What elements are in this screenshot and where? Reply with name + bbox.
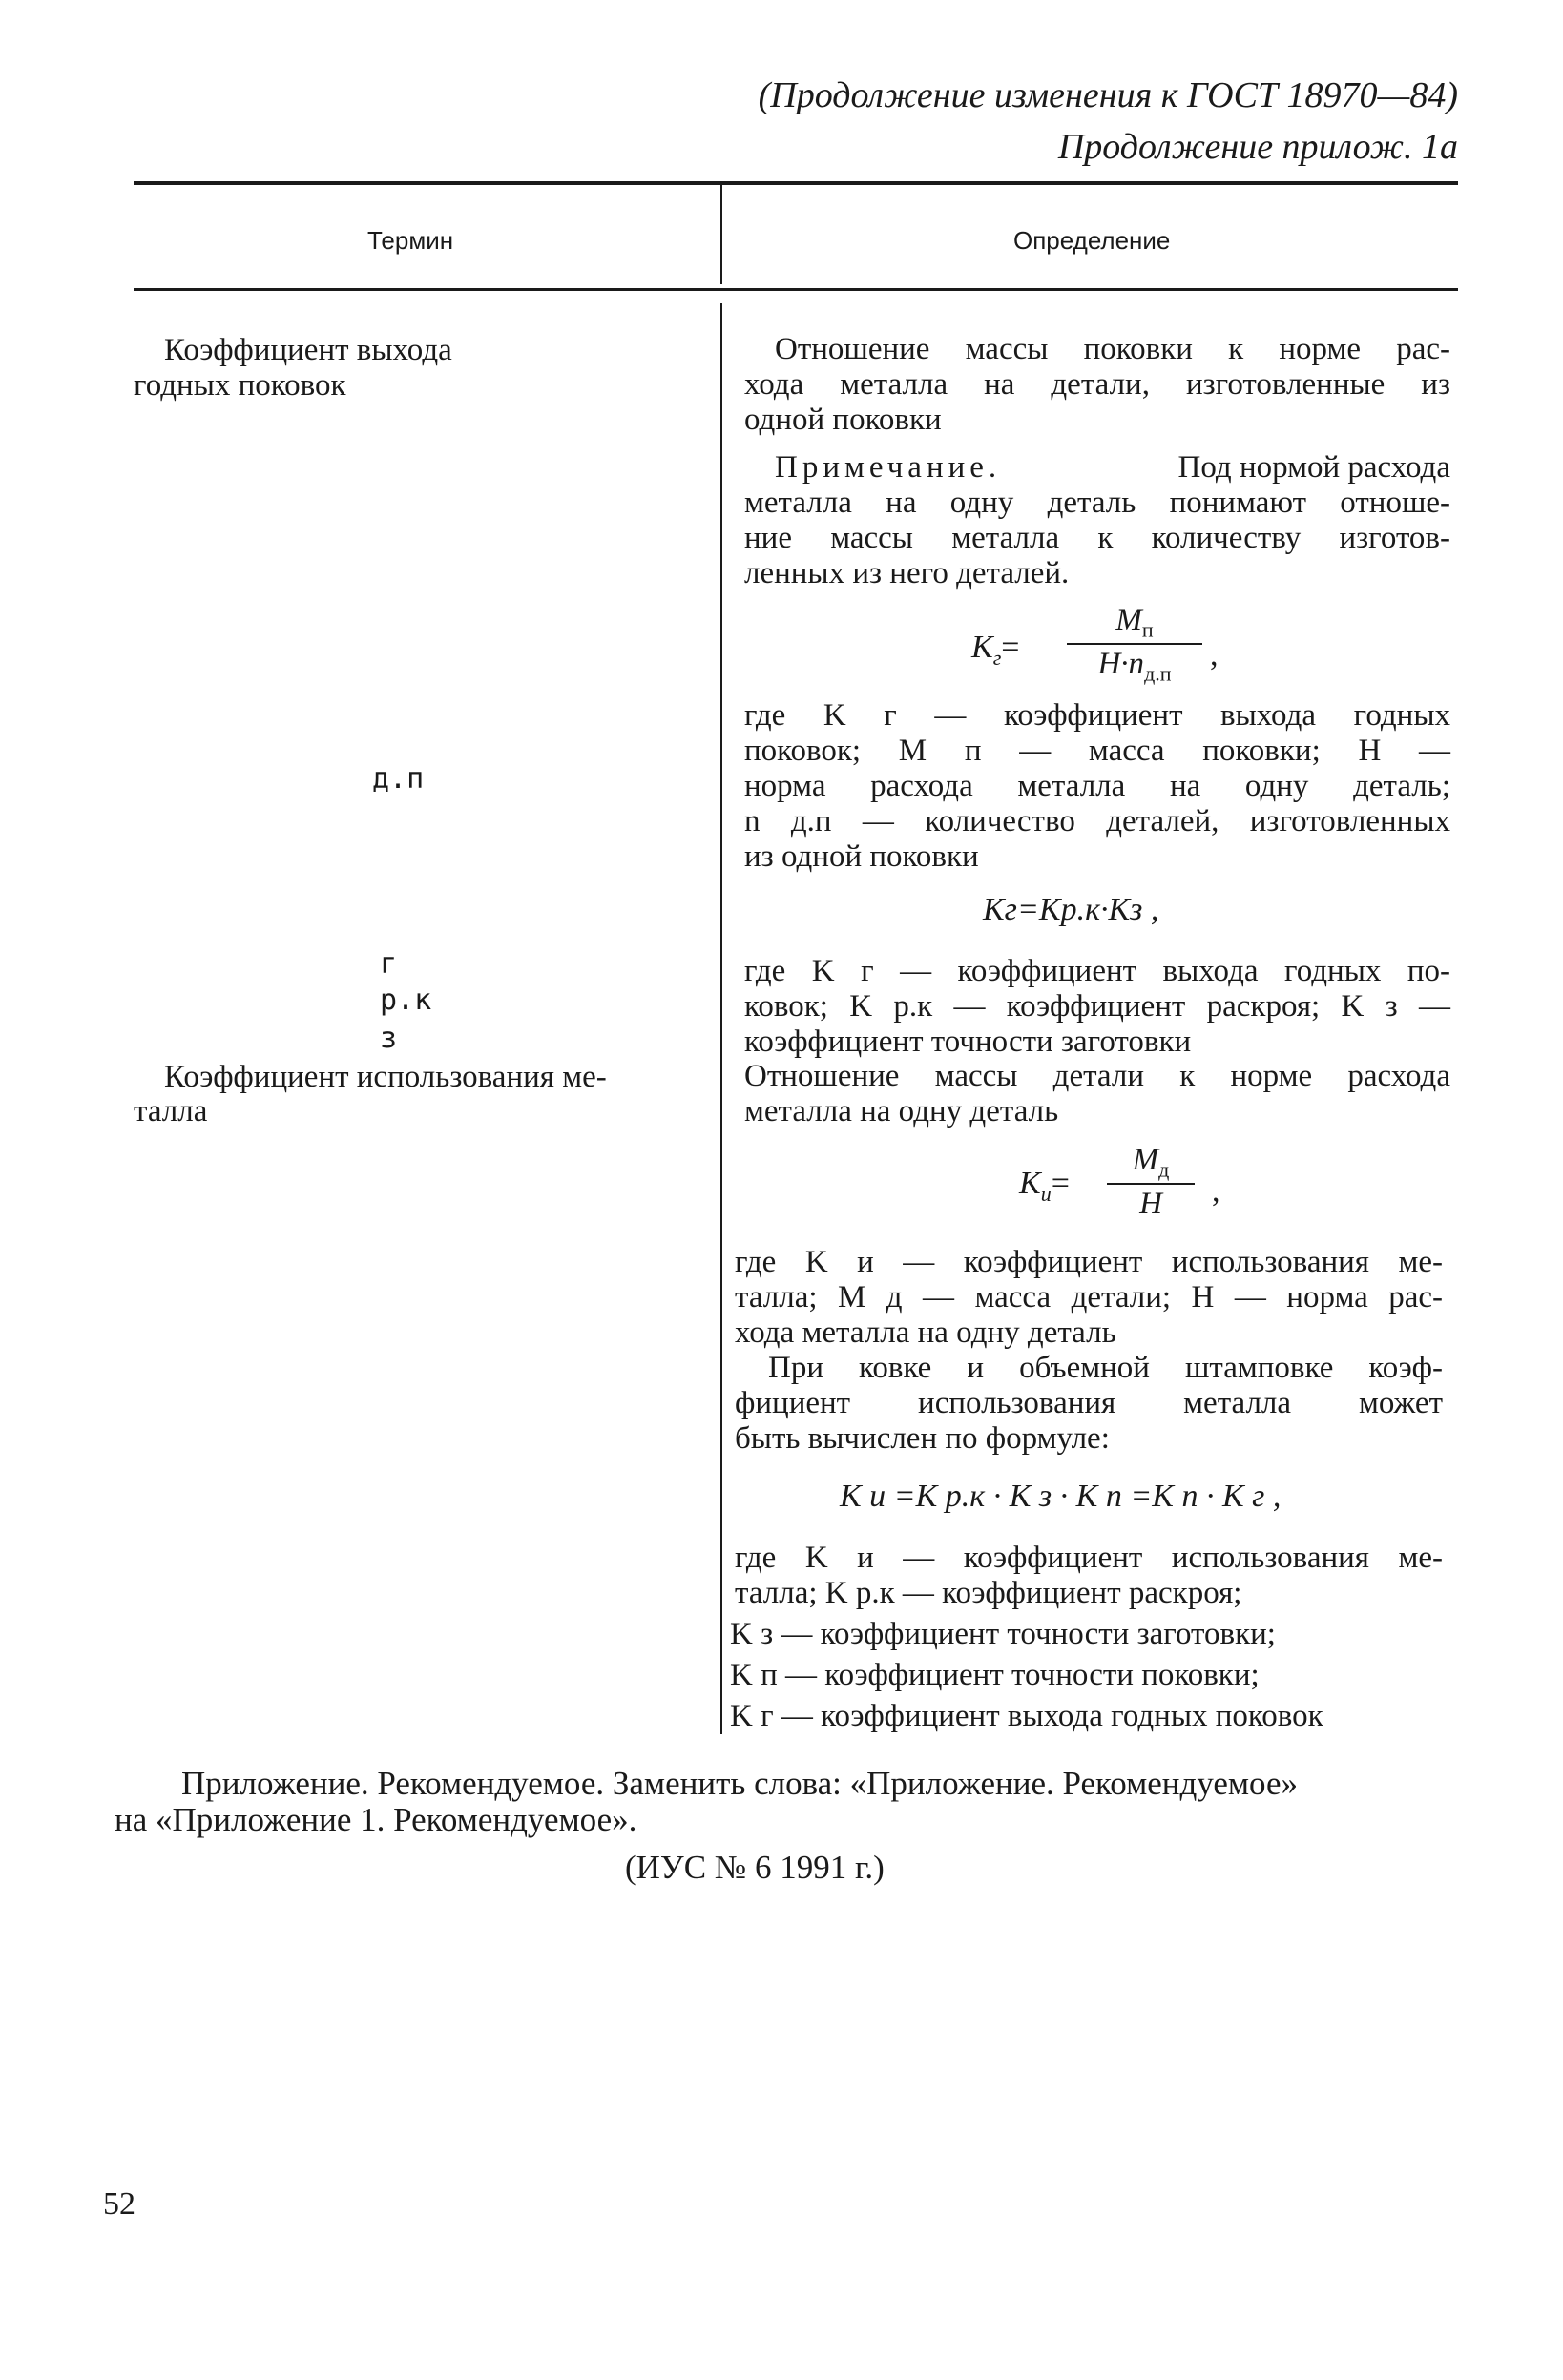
where1-line1: где K г — коэффициент выхода годных	[744, 698, 1450, 733]
term-yield-line2: годных поковок	[134, 368, 346, 403]
where2-line2: ковок; K р.к — коэффициент раскроя; K з —	[744, 989, 1450, 1024]
term-utilization-line2: талла	[134, 1094, 208, 1128]
forging-line3: быть вычислен по формуле:	[735, 1421, 1110, 1456]
definition-yield-cont	[744, 367, 1450, 403]
footer-line2: на «Приложение 1. Рекомендуемое».	[115, 1801, 637, 1838]
where3-line1: где K и — коэффициент использования ме-	[735, 1245, 1443, 1279]
continuation-header: (Продолжение изменения к ГОСТ 18970—84)	[758, 75, 1458, 115]
formula4: K и =K р.к · K з · K п =K п · K г ,	[840, 1479, 1282, 1514]
where4-line5: K г — коэффициент выхода годных поковок	[730, 1699, 1323, 1733]
table-top-rule	[134, 181, 1458, 185]
term-utilization-line1: Коэффициент использования ме-	[164, 1060, 607, 1094]
definition-utilization-line2: металла на одну деталь	[744, 1094, 1059, 1128]
where4-line2: талла; K р.к — коэффициент раскроя;	[735, 1576, 1242, 1610]
where1-line3: норма расхода металла на одну деталь;	[744, 769, 1450, 803]
formula1-lhs: $K_г=$	[971, 630, 1020, 670]
stray-subscript-dp: д.п	[372, 762, 425, 796]
where4-line1: где K и — коэффициент использования ме-	[735, 1541, 1443, 1575]
where2-line1: где K г — коэффициент выхода годных по-	[744, 954, 1450, 988]
where3-line2: талла; M д — масса детали; H — норма рас-	[735, 1280, 1443, 1314]
formula3-denominator: H	[1139, 1187, 1162, 1221]
formula3-lhs: $K_и=$	[1019, 1166, 1070, 1206]
note-line2: металла на одну деталь понимают отноше-	[744, 486, 1450, 520]
where1-line4: n д.п — количество деталей, изготовленных	[744, 804, 1450, 838]
formula3-tail: ,	[1212, 1173, 1220, 1209]
stray-subscript-rk: р.к	[380, 983, 432, 1017]
definition-yield-line: Отношение массы поковки к норме рас-	[775, 332, 1450, 366]
formula1-tail: ,	[1210, 637, 1219, 673]
column-header-term: Термин	[367, 226, 454, 255]
formula1-fraction	[1067, 603, 1202, 687]
definition-utilization-line1: Отношение массы детали к норме расхода	[744, 1059, 1450, 1093]
definition-yield-end: одной поковки	[744, 403, 942, 437]
where4-line4: K п — коэффициент точности поковки;	[730, 1658, 1260, 1692]
definition-yield	[775, 332, 1450, 367]
forging-line2: фициент использования металла может	[735, 1386, 1443, 1420]
note-line4: ленных из него деталей.	[744, 556, 1070, 590]
where2-line3: коэффициент точности заготовки	[744, 1024, 1192, 1059]
appendix-header: Продолжение прилож. 1а	[1057, 127, 1458, 167]
column-divider-head	[720, 184, 722, 284]
where4-line3: K з — коэффициент точности заготовки;	[730, 1617, 1276, 1651]
definition-yield-line: хода металла на детали, изготовленные из	[744, 367, 1450, 402]
where3-line3: хода металла на одну деталь	[735, 1315, 1116, 1350]
note-line3: ние массы металла к количеству изготов-	[744, 521, 1450, 555]
note-line1-wrap	[775, 450, 1450, 486]
forging-line1: При ковке и объемной штамповке коэф-	[768, 1351, 1443, 1385]
where1-line2: поковок; M п — масса поковки; H —	[744, 734, 1450, 768]
ius-reference: (ИУС № 6 1991 г.)	[625, 1849, 885, 1886]
note-line1: Под нормой расхода	[1177, 450, 1450, 485]
formula1-denominator: $H\cdot n_{д.п}$	[1097, 647, 1172, 686]
formula1-bar	[1067, 643, 1202, 645]
formula1-numerator: $M_п$	[1115, 603, 1154, 642]
column-header-definition: Определение	[1013, 226, 1171, 255]
page-number: 52	[103, 2186, 135, 2222]
stray-subscript-g: г	[380, 947, 398, 981]
formula3-fraction	[1107, 1143, 1195, 1227]
table-head-rule	[134, 288, 1458, 291]
where1-line5: из одной поковки	[744, 839, 979, 874]
note-label: Примечание.	[775, 450, 1002, 485]
footer-line1: Приложение. Рекомендуемое. Заменить слова: «Приложение. Рекомендуемое»	[181, 1765, 1299, 1802]
formula3-bar	[1107, 1183, 1195, 1185]
formula2: Kг=Kр.к·Kз ,	[983, 892, 1159, 927]
term-yield-line1: Коэффициент выхода	[164, 333, 452, 367]
formula3-numerator: $M_д$	[1132, 1143, 1170, 1182]
column-divider-body	[720, 303, 722, 1734]
stray-subscript-z: з	[380, 1022, 398, 1055]
